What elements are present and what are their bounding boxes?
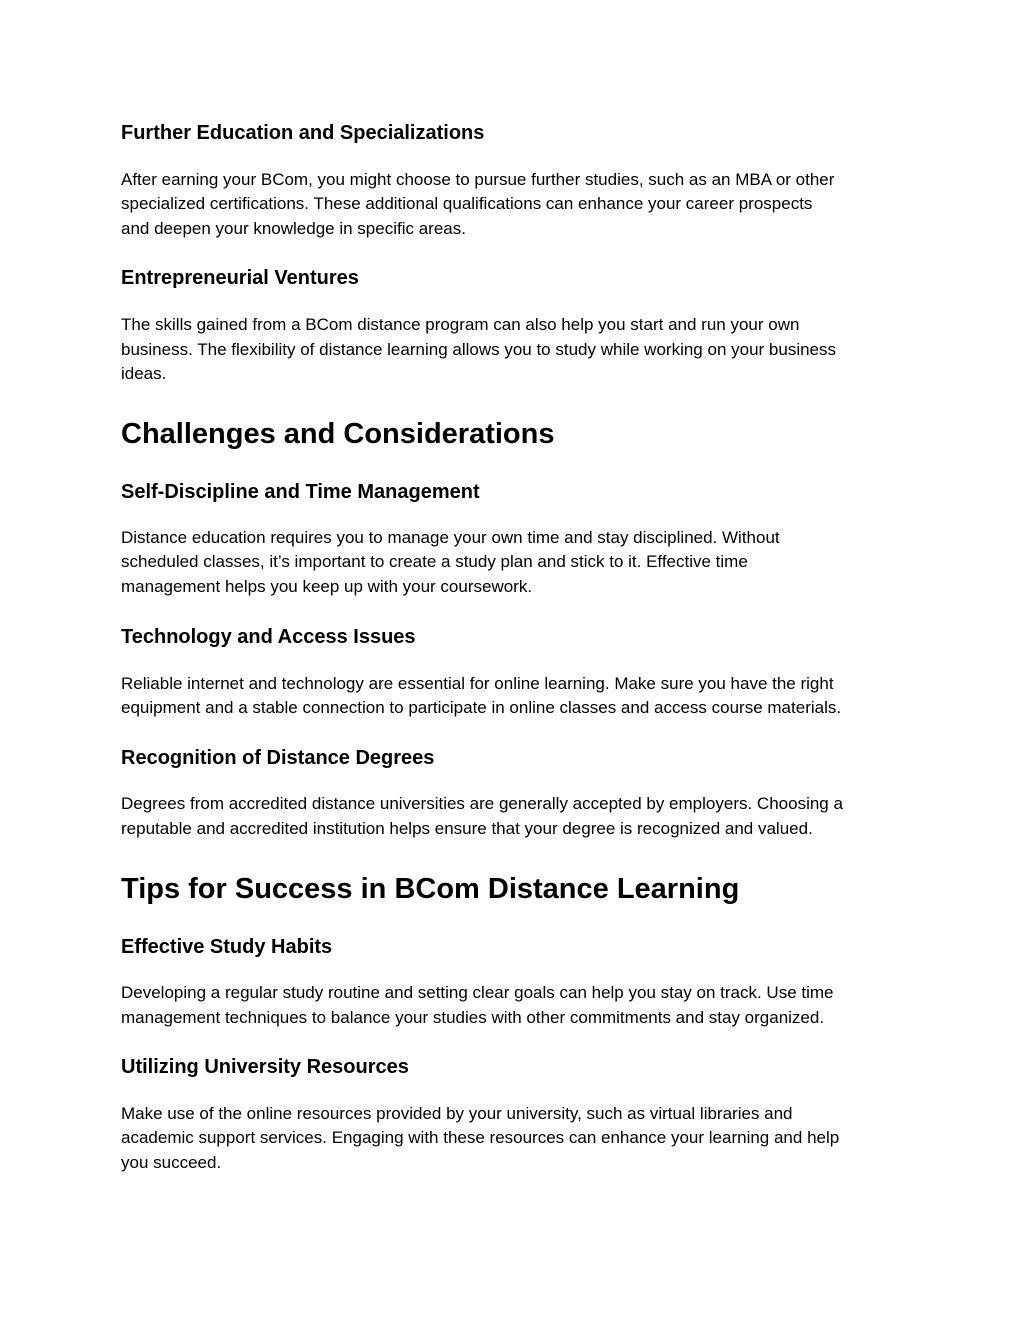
paragraph-line: The skills gained from a BCom distance program can also help you start and run your own: [121, 315, 800, 334]
paragraph-line: equipment and a stable connection to participate in online classes and access course materials.: [121, 698, 842, 717]
subheading-university-resources: Utilizing University Resources: [121, 1056, 409, 1078]
paragraph-line: scheduled classes, it’s important to create a study plan and stick to it. Effective time: [121, 552, 748, 571]
subheading-recognition: Recognition of Distance Degrees: [121, 747, 435, 769]
subheading-entrepreneurial: Entrepreneurial Ventures: [121, 267, 359, 289]
paragraph-line: Distance education requires you to manage your own time and stay disciplined. Without: [121, 528, 780, 547]
paragraph-line: Make use of the online resources provided by your university, such as virtual libraries and: [121, 1104, 793, 1123]
paragraph-line: academic support services. Engaging with these resources can enhance your learning and help: [121, 1128, 840, 1147]
section-title-challenges: Challenges and Considerations: [121, 418, 555, 450]
paragraph-line: Reliable internet and technology are essential for online learning. Make sure you have the right: [121, 674, 834, 693]
paragraph-line: specialized certifications. These additional qualifications can enhance your career prospects: [121, 194, 813, 213]
paragraph-line: ideas.: [121, 364, 167, 383]
paragraph-line: you succeed.: [121, 1153, 222, 1172]
paragraph-line: business. The flexibility of distance learning allows you to study while working on your business: [121, 340, 837, 359]
subheading-study-habits: Effective Study Habits: [121, 936, 333, 958]
paragraph-line: reputable and accredited institution helps ensure that your degree is recognized and valued.: [121, 819, 813, 838]
paragraph-line: After earning your BCom, you might choose to pursue further studies, such as an MBA or other: [121, 170, 835, 189]
paragraph-line: Developing a regular study routine and setting clear goals can help you stay on track. Use time: [121, 983, 834, 1002]
paragraph-line: management techniques to balance your studies with other commitments and stay organized.: [121, 1008, 825, 1027]
subheading-self-discipline: Self-Discipline and Time Management: [121, 481, 480, 503]
subheading-further-education: Further Education and Specializations: [121, 122, 485, 144]
paragraph-line: management helps you keep up with your coursework.: [121, 577, 533, 596]
paragraph-line: Degrees from accredited distance universities are generally accepted by employers. Choosing a: [121, 794, 843, 813]
paragraph-line: and deepen your knowledge in specific areas.: [121, 219, 466, 238]
section-title-tips: Tips for Success in BCom Distance Learning: [121, 873, 740, 905]
subheading-technology: Technology and Access Issues: [121, 626, 416, 648]
